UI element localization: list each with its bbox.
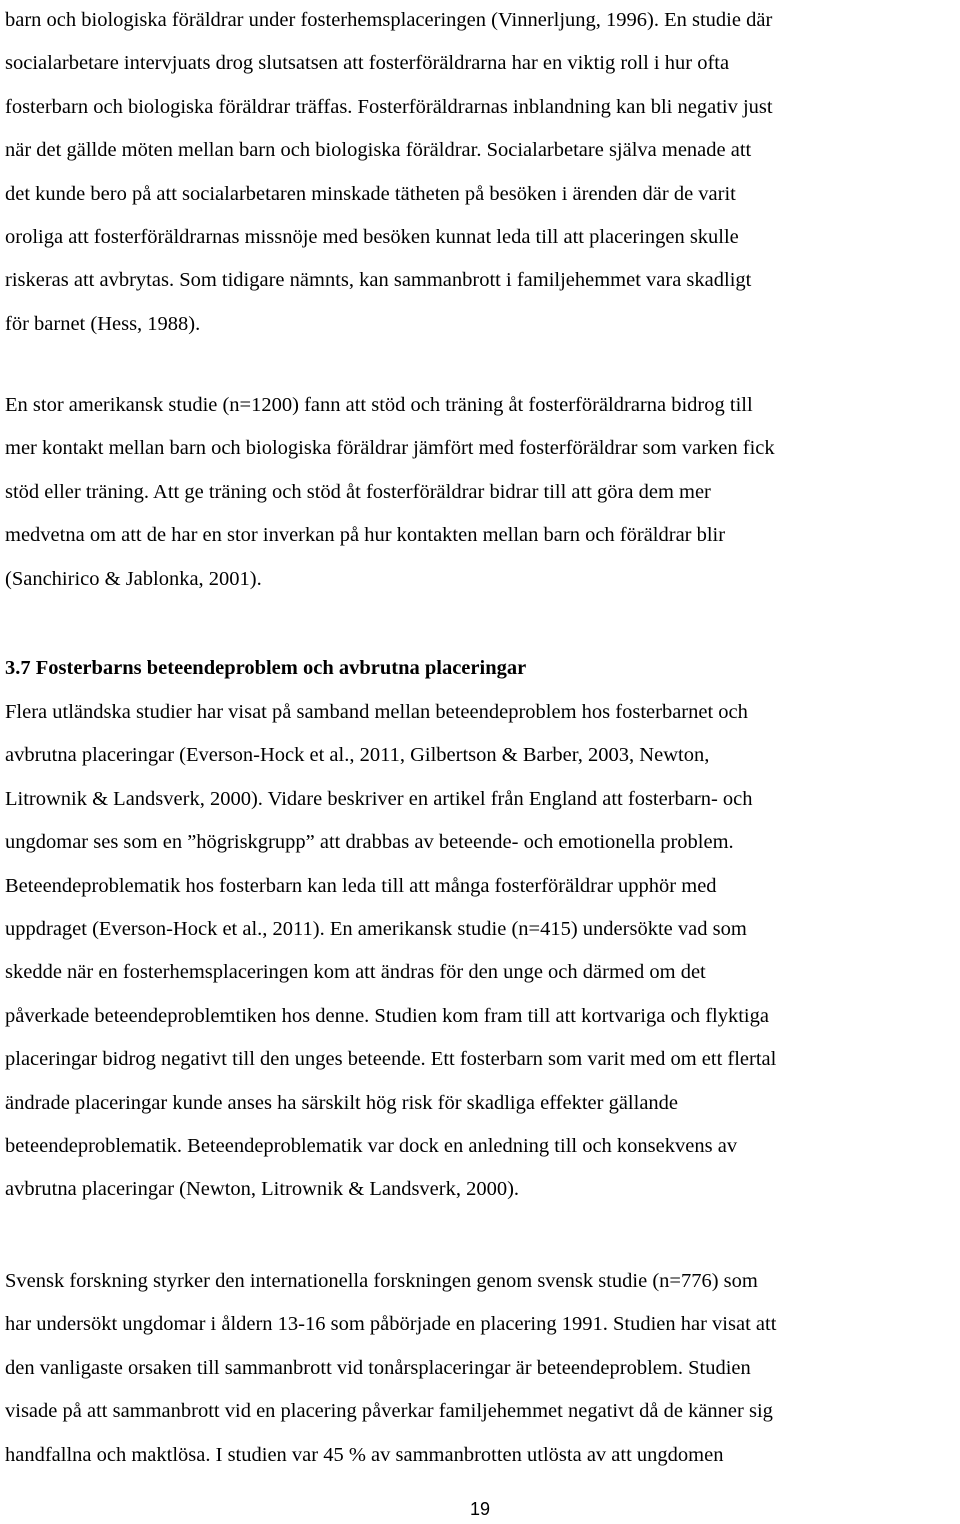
text-line: placeringar bidrog negativt till den unges beteende. Ett fosterbarn som varit med om ett flertal [5, 1048, 777, 1071]
text-line: avbrutna placeringar (Everson-Hock et al., 2011, Gilbertson & Barber, 2003, Newton, [5, 744, 710, 767]
text-line: har undersökt ungdomar i åldern 13-16 som påbörjade en placering 1991. Studien har visat att [5, 1313, 777, 1336]
paragraph-2 [5, 384, 960, 601]
text-line: visade på att sammanbrott vid en placering påverkar familjehemmet negativt då de känner sig [5, 1400, 773, 1423]
text-line: avbrutna placeringar (Newton, Litrownik & Landsverk, 2000). [5, 1178, 520, 1201]
text-line: uppdraget (Everson-Hock et al., 2011). En amerikansk studie (n=415) undersökte vad som [5, 917, 747, 940]
text-line: mer kontakt mellan barn och biologiska föräldrar jämfört med fosterföräldrar som varken fick [5, 437, 775, 460]
text-line: när det gällde möten mellan barn och biologiska föräldrar. Socialarbetare själva menade att [5, 139, 752, 162]
paragraph-1 [5, 0, 960, 346]
section-heading [5, 647, 960, 690]
text-line: ungdomar ses som en ”högriskgrupp” att drabbas av beteende- och emotionella problem. [5, 831, 734, 854]
text-line: medvetna om att de har en stor inverkan på hur kontakten mellan barn och föräldrar blir [5, 524, 726, 547]
text-line: fosterbarn och biologiska föräldrar träffas. Fosterföräldrarnas inblandning kan bli negativ just [5, 95, 773, 118]
text-line: En stor amerikansk studie (n=1200) fann att stöd och träning åt fosterföräldrarna bidrog till [5, 394, 753, 416]
text-line: den vanligaste orsaken till sammanbrott vid tonårsplaceringar är beteendeproblem. Studien [5, 1356, 751, 1379]
text-line: socialarbetare intervjuats drog slutsatsen att fosterföräldrarna har en viktig roll i hur ofta [5, 52, 730, 75]
text-line: Litrownik & Landsverk, 2000). Vidare beskriver en artikel från England att fosterbarn- och [5, 787, 753, 810]
text-line: Flera utländska studier har visat på samband mellan beteendeproblem hos fosterbarnet och [5, 701, 748, 723]
text-line: påverkade beteendeproblemtiken hos denne. Studien kom fram till att kortvariga och flyktiga [5, 1004, 769, 1027]
page-number: 19 [469, 1499, 491, 1519]
text-line: riskeras att avbrytas. Som tidigare nämnts, kan sammanbrott i familjehemmet vara skadligt [5, 269, 752, 292]
text-line: för barnet (Hess, 1988). [5, 312, 201, 335]
section-title: 3.7 Fosterbarns beteendeproblem och avbrutna placeringar [5, 657, 527, 679]
text-line: Beteendeproblematik hos fosterbarn kan leda till att många fosterföräldrar upphör med [5, 874, 717, 897]
text-line: ändrade placeringar kunde anses ha särskilt hög risk för skadliga effekter gällande [5, 1091, 679, 1114]
text-line: det kunde bero på att socialarbetaren minskade tätheten på besöken i ärenden där de varit [5, 182, 736, 205]
text-line: handfallna och maktlösa. I studien var 45 % av sammanbrotten utlösta av att ungdomen [5, 1443, 724, 1466]
text-line: stöd eller träning. Att ge träning och stöd åt fosterföräldrar bidrar till att göra dem mer [5, 480, 711, 503]
paragraph-4 [5, 1260, 960, 1477]
text-line: (Sanchirico & Jablonka, 2001). [5, 567, 262, 590]
text-line: Svensk forskning styrker den internationella forskningen genom svensk studie (n=776) som [5, 1270, 758, 1292]
text-line: skedde när en fosterhemsplaceringen kom att ändras för den unge och därmed om det [5, 961, 706, 984]
text-line: barn och biologiska föräldrar under fosterhemsplaceringen (Vinnerljung, 1996). En studie där [5, 9, 773, 31]
paragraph-3 [5, 691, 960, 1212]
text-line: oroliga att fosterföräldrarnas missnöje med besöken kunnat leda till att placeringen skulle [5, 225, 739, 248]
text-line: beteendeproblematik. Beteendeproblematik var dock en anledning till och konsekvens av [5, 1134, 738, 1157]
